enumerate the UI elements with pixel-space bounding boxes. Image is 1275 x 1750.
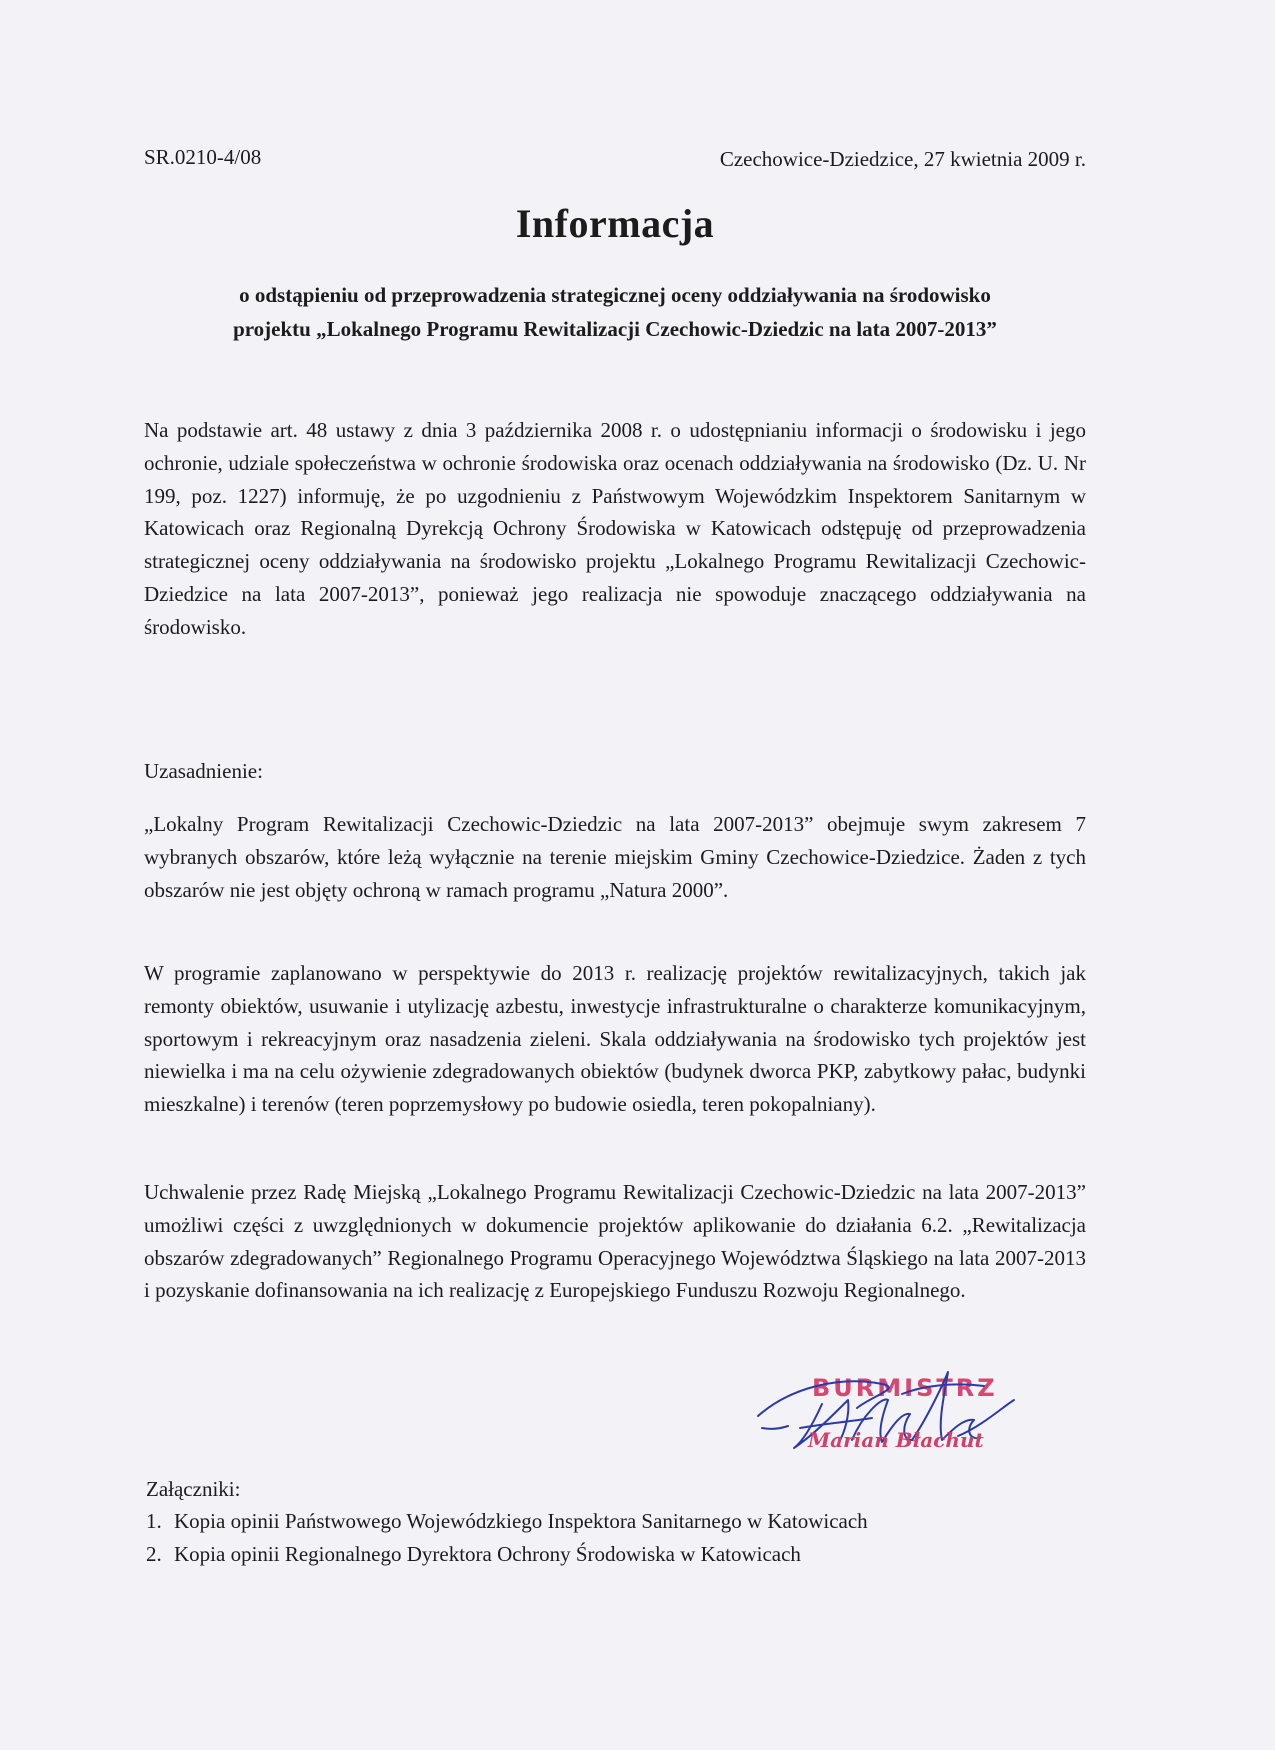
list-item-text: Kopia opinii Regionalnego Dyrektora Ochrony Środowiska w Katowicach [174,1542,801,1566]
subtitle-line-2: projektu „Lokalnego Programu Rewitalizacji Czechowic-Dziedzic na lata 2007-2013” [233,317,997,341]
attachments-list [146,1505,868,1571]
intro-paragraph: Na podstawie art. 48 ustawy z dnia 3 października 2008 r. o udostępnianiu informacji o środowisku i jego ochronie, udziale społeczeństwa w ochronie środowiska oraz ocenach oddziaływania na środowisko (Dz. U. Nr 199, poz. 1227) informuję, że po uzgodnieniu z Państwowym Wojewódzkim Inspektorem Sanitarnym w Katowicach oraz Regionalną Dyrekcją Ochrony Środowiska w Katowicach odstępuję od przeprowadzenia strategicznej oceny oddziaływania na środowisko projektu „Lokalnego Programu Rewitalizacji Czechowic-Dziedzice na lata 2007-2013”, ponieważ jego realizacja nie spowoduje znaczącego oddziaływania na środowisko. [144,418,1086,639]
attachments-label: Załączniki: [146,1477,241,1501]
list-item [146,1538,868,1571]
list-item-text: Kopia opinii Państwowego Wojewódzkiego Inspektora Sanitarnego w Katowicach [174,1509,868,1533]
place-and-date: Czechowice-Dziedzice, 27 kwietnia 2009 r. [719,147,1086,171]
list-item-number: 2. [146,1542,162,1566]
list-item-number: 1. [146,1509,162,1533]
document-subtitle [0,278,1230,346]
document-title: Informacja [515,201,715,246]
justification-paragraph-2: W programie zaplanowano w perspektywie do 2013 r. realizację projektów rewitalizacyjnych, takich jak remonty obiektów, usuwanie i utylizację azbestu, inwestycje infrastrukturalne o charakterze komunikacyjnym, sportowym i rekreacyjnym oraz nasadzenia zieleni. Skala oddziaływania na środowisko tych projektów jest niewielka i ma na celu ożywienie zdegradowanych obiektów (budynek dworca PKP, zabytkowy pałac, budynki mieszkalne) i terenów (teren poprzemysłowy po budowie osiedla, teren pokopalniany). [144,961,1086,1117]
justification-paragraph-1: „Lokalny Program Rewitalizacji Czechowic-Dziedzic na lata 2007-2013” obejmuje swym zakresem 7 wybranych obszarów, które leżą wyłącznie na terenie miejskim Gminy Czechowice-Dziedzice. Żaden z tych obszarów nie jest objęty ochroną w ramach programu „Natura 2000”. [144,812,1086,902]
justification-paragraph-3: Uchwalenie przez Radę Miejską „Lokalnego Programu Rewitalizacji Czechowic-Dziedzic na lata 2007-2013” umożliwi części z uwzględnionych w dokumencie projektów aplikowanie do działania 6.2. „Rewitalizacja obszarów zdegradowanych” Regionalnego Programu Operacyjnego Województwa Śląskiego na lata 2007-2013 i pozyskanie dofinansowania na ich realizację z Europejskiego Funduszu Rozwoju Regionalnego. [144,1180,1086,1303]
stamp-name: Marian Błachut [808,1428,984,1452]
stamp-title: BURMISTRZ [812,1374,998,1402]
reference-number: SR.0210-4/08 [144,145,262,169]
list-item [146,1505,868,1538]
subtitle-line-1: o odstąpieniu od przeprowadzenia strategicznej oceny oddziaływania na środowisko [239,283,991,307]
justification-label: Uzasadnienie: [144,759,263,783]
mayor-stamp-signature [752,1356,1032,1466]
